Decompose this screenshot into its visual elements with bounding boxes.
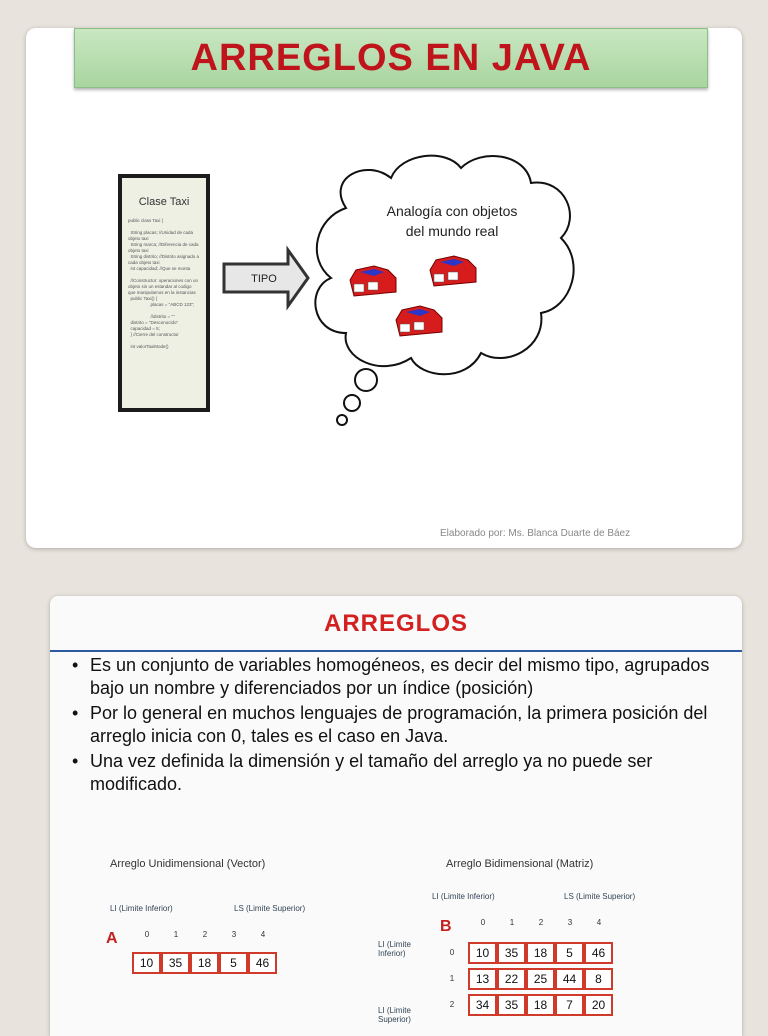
slide-title: ARREGLOS EN JAVA (190, 36, 592, 79)
matrix-ls-label: LS (Limite Superior) (564, 892, 636, 901)
slide-arreglos-en-java (26, 28, 742, 548)
matrix-cell: 35 (497, 942, 526, 964)
matrix-row-index: 2 (449, 1000, 455, 1009)
matrix-cell: 35 (497, 994, 526, 1016)
slide-footer: Elaborado por: Ms. Blanca Duarte de Báez (440, 528, 631, 539)
matrix-letter: B (440, 918, 452, 935)
slide-title: ARREGLOS (323, 610, 468, 637)
bullet-item: • Es un conjunto de variables homogéneos, es decir del mismo tipo, agrupados bajo un nombre y diferenciados por un índice (posición) (66, 654, 736, 700)
matrix-cell: 18 (526, 994, 555, 1016)
matrix-cell: 5 (555, 942, 584, 964)
vector-cell: 35 (161, 952, 190, 974)
matrix-title: Arreglo Bidimensional (Matriz) (446, 858, 594, 870)
vector-index: 0 (144, 930, 150, 939)
matrix-cell: 7 (555, 994, 584, 1016)
matrix-row-index: 0 (449, 948, 455, 957)
vector-letter: A (106, 930, 118, 947)
cloud-text-line2: del mundo real (405, 223, 499, 239)
vector-title: Arreglo Unidimensional (Vector) (110, 858, 266, 870)
bullet-list (66, 654, 736, 798)
matrix-li-label: LI (Limite Inferior) (432, 892, 495, 901)
matrix-cell: 18 (526, 942, 555, 964)
vector-cell: 46 (248, 952, 277, 974)
matrix-cell: 13 (468, 968, 497, 990)
class-code: public class Taxi { String placas; //Unidad de cada objeto taxi String marca; //Diferencia de cada objeto taxi String distrito; //Distrito asignado a cada objeto taxi int capacidad; //Que se monta //Constructor: operaciones con un objeto sin un estandar al codigo que manipulamos en la instancias public Taxi() { placas = "ABCD 123"; //distrito = "" distrito = "Desconocido" capacidad = 5; } //Cierre del constructor int valorTaxiMode() (128, 218, 200, 349)
matrix-col-index: 3 (567, 918, 573, 927)
vector-index: 4 (260, 930, 266, 939)
matrix-col-index: 4 (596, 918, 602, 927)
vector-cell: 18 (190, 952, 219, 974)
matrix-cell: 22 (497, 968, 526, 990)
matrix-cell: 8 (584, 968, 613, 990)
tipo-arrow (224, 250, 308, 306)
tipo-arrow-label: TIPO (251, 273, 277, 285)
vector-cell: 10 (132, 952, 161, 974)
vector-cell: 5 (219, 952, 248, 974)
matrix-row-ls-label: LI (Limite Superior) (378, 1006, 411, 1024)
matrix-col-index: 0 (480, 918, 486, 927)
title-divider (50, 650, 742, 652)
matrix-cell: 34 (468, 994, 497, 1016)
vector-li-label: LI (Limite Inferior) (110, 904, 173, 913)
car-icon (396, 306, 442, 336)
matrix-cell: 10 (468, 942, 497, 964)
car-icon (430, 256, 476, 286)
matrix-cell: 46 (584, 942, 613, 964)
vector-index: 3 (231, 930, 237, 939)
matrix-cell: 25 (526, 968, 555, 990)
matrix-cell: 20 (584, 994, 613, 1016)
matrix-col-index: 2 (538, 918, 544, 927)
matrix-row-li-label: LI (Limite Inferior) (378, 940, 411, 958)
vector-ls-label: LS (Limite Superior) (234, 904, 306, 913)
matrix-row-index: 1 (449, 974, 455, 983)
cloud-text-line1: Analogía con objetos (386, 203, 518, 219)
matrix-cell: 44 (555, 968, 584, 990)
car-icon (350, 266, 396, 296)
bullet-item: • Por lo general en muchos lenguajes de programación, la primera posición del arreglo inicia con 0, tales es el caso en Java. (66, 702, 736, 748)
analogy-diagram (26, 28, 742, 498)
vector-index: 2 (202, 930, 208, 939)
class-label: Clase Taxi (138, 196, 190, 208)
slide-arreglos (50, 596, 742, 1036)
vector-index: 1 (173, 930, 179, 939)
matrix-col-index: 1 (509, 918, 515, 927)
bullet-item: • Una vez definida la dimensión y el tamaño del arreglo ya no puede ser modificado. (66, 750, 736, 796)
